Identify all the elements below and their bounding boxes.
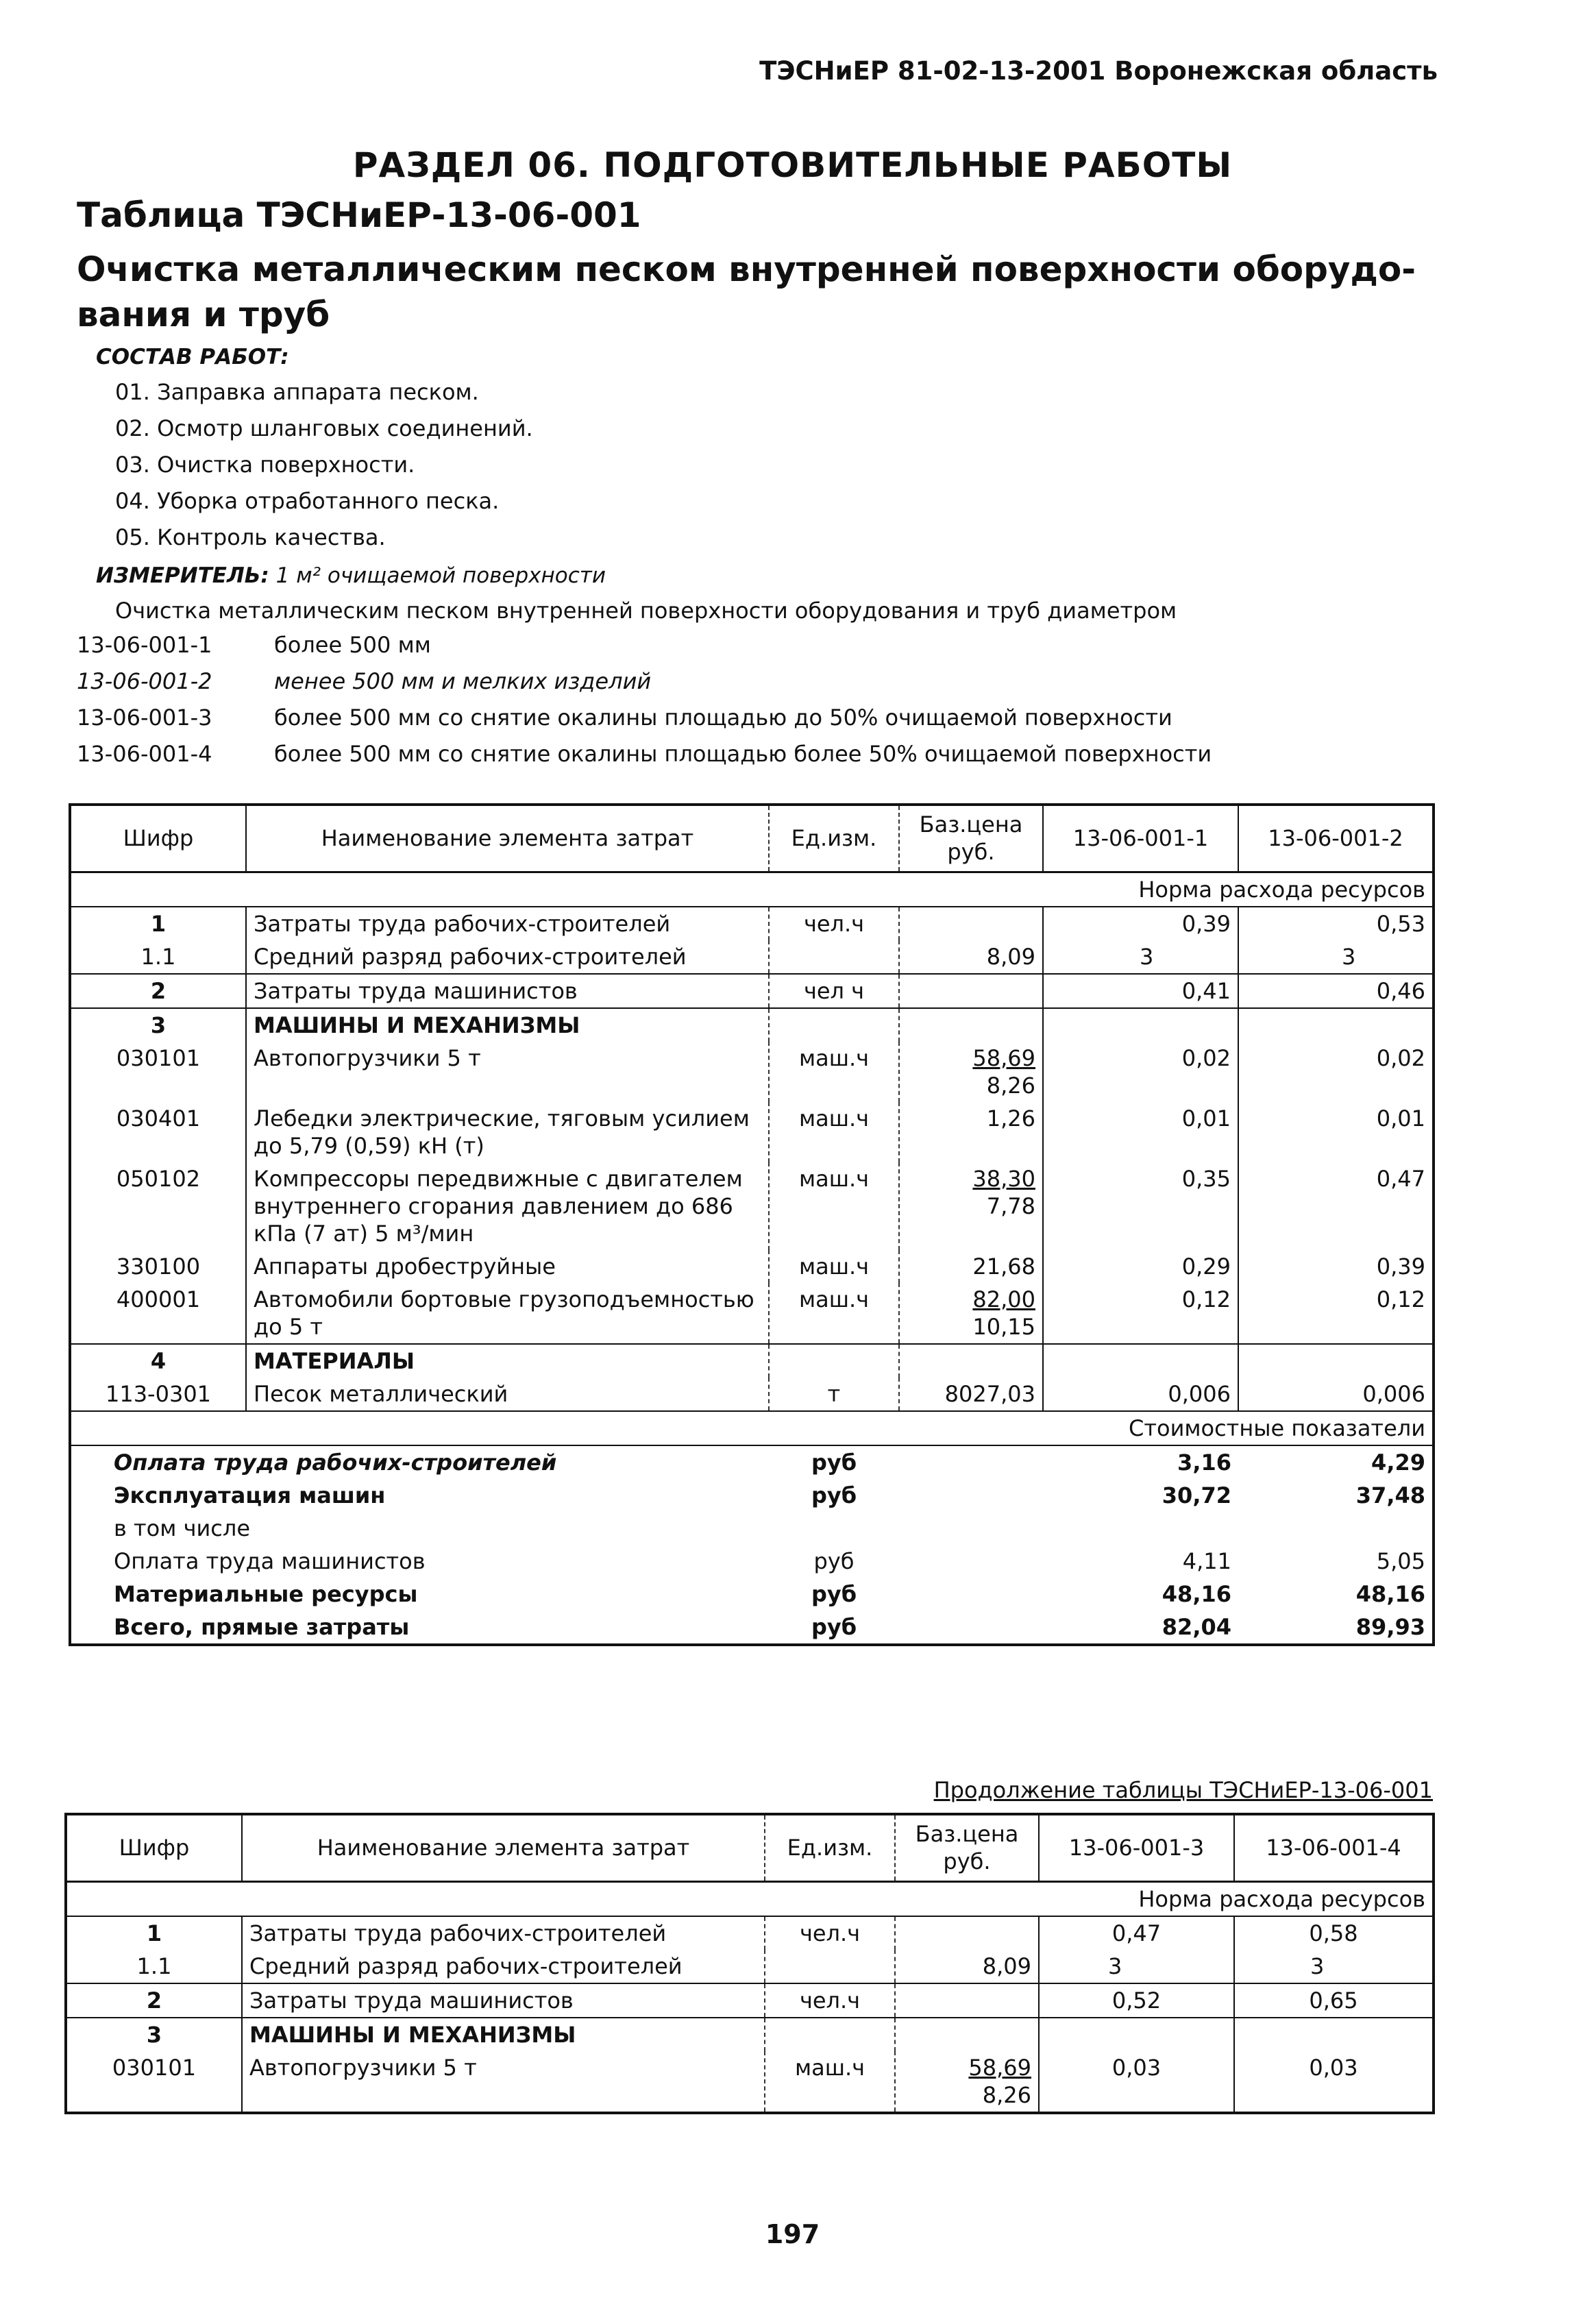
header-shifr: Шифр [66, 1814, 242, 1881]
row-name: Автопогрузчики 5 т [242, 2051, 765, 2113]
work-item: 02. Осмотр шланговых соединений. [115, 415, 533, 441]
row-value-2: 3 [1342, 943, 1356, 970]
row-name: Средний разряд рабочих-строителей [246, 940, 769, 974]
row-price: 8,09 [895, 1950, 1039, 1983]
row-value-1: 0,52 [1039, 1983, 1234, 2018]
table-row [70, 1378, 1434, 1411]
row-name: Автопогрузчики 5 т [246, 1042, 769, 1102]
cost-name: в том числе [114, 1515, 250, 1541]
row-price [899, 1344, 1043, 1378]
row-price-machine: 38,30 [972, 1165, 1035, 1192]
row-unit: т [769, 1378, 899, 1411]
table-row [66, 2051, 1434, 2113]
cost-row [70, 1611, 1434, 1645]
row-value-2: 0,39 [1376, 1253, 1425, 1280]
cost-value-1: 82,04 [1162, 1613, 1231, 1640]
row-value-1: 0,47 [1039, 1916, 1234, 1950]
table-row [70, 1102, 1434, 1162]
table-row [70, 1250, 1434, 1283]
header-unit: Ед.изм. [769, 805, 899, 872]
cost-unit: руб [813, 1548, 855, 1574]
table-row [70, 1008, 1434, 1042]
row-price [895, 1983, 1039, 2018]
header-code-2: 13-06-001-2 [1238, 805, 1434, 872]
code-description: более 500 мм со снятие окалины площадью до 50% очищаемой поверхности [274, 705, 1172, 731]
table-row [66, 2018, 1434, 2051]
continuation-note: Продолжение таблицы ТЭСНиЕР-13-06-001 [933, 1777, 1433, 1803]
row-value-1: 3 [1039, 1950, 1234, 1983]
row-value-1: 0,35 [1043, 1162, 1238, 1250]
row-price [899, 1042, 1043, 1102]
row-unit [765, 1950, 895, 1983]
header-code-1: 13-06-001-1 [1043, 805, 1238, 872]
cost-name: Оплата труда рабочих-строителей [114, 1449, 557, 1476]
row-value-1: 0,02 [1043, 1042, 1238, 1102]
row-price [899, 1008, 1043, 1042]
row-value-2: 0,01 [1376, 1105, 1425, 1132]
row-value-1: 3 [1043, 940, 1238, 974]
header-code-3: 13-06-001-3 [1039, 1814, 1234, 1881]
row-unit: чел.ч [769, 907, 899, 940]
row-unit: чел.ч [765, 1916, 895, 1950]
row-price: 8,09 [899, 940, 1043, 974]
row-value-1: 0,006 [1043, 1378, 1238, 1411]
row-value-2: 0,006 [1362, 1380, 1425, 1407]
cost-unit: руб [811, 1449, 857, 1476]
row-value-2: 0,58 [1309, 1920, 1358, 1946]
table-row [66, 1950, 1434, 1983]
row-price-operator: 8,26 [986, 1072, 1035, 1099]
row-shifr: 030101 [70, 1042, 246, 1102]
cost-unit: руб [811, 1580, 857, 1607]
row-value-2: 0,53 [1376, 910, 1425, 937]
cost-unit [769, 1512, 899, 1545]
row-name: МАШИНЫ И МЕХАНИЗМЫ [242, 2018, 765, 2051]
work-description: Очистка металлическим песком внутренней поверхности оборудования и труб диаметром [115, 598, 1177, 624]
row-price [895, 2051, 1039, 2113]
header-code-4: 13-06-001-4 [1234, 1814, 1434, 1881]
row-shifr: 050102 [70, 1162, 246, 1250]
row-value-2: 0,46 [1238, 974, 1434, 1008]
row-value-1: 0,12 [1043, 1283, 1238, 1344]
row-value-2: 3 [1310, 1953, 1325, 1979]
row-unit [769, 1344, 899, 1378]
row-unit: маш.ч [769, 1162, 899, 1250]
cost-name: Материальные ресурсы [114, 1580, 418, 1607]
row-price-machine: 82,00 [972, 1286, 1035, 1312]
row-name: Автомобили бортовые грузоподъемностью до 5 т [246, 1283, 769, 1344]
row-name: Песок металлический [246, 1378, 769, 1411]
row-value-2: 0,12 [1376, 1286, 1425, 1312]
row-value-1: 0,01 [1043, 1102, 1238, 1162]
row-shifr: 3 [70, 1008, 246, 1042]
row-name: МАШИНЫ И МЕХАНИЗМЫ [246, 1008, 769, 1042]
header-name: Наименование элемента затрат [246, 805, 769, 872]
row-value-1: 0,41 [1043, 974, 1238, 1008]
code-description: более 500 мм [274, 632, 431, 658]
row-name: Аппараты дробеструйные [246, 1250, 769, 1283]
resource-table-2 [64, 1813, 1435, 2114]
table-row [70, 974, 1434, 1008]
cost-value-1: 30,72 [1162, 1482, 1231, 1508]
code-description: более 500 мм со снятие окалины площадью более 50% очищаемой поверхности [274, 741, 1212, 767]
row-value-2 [1238, 1344, 1434, 1378]
work-item: 04. Уборка отработанного песка. [115, 488, 500, 514]
cost-unit: руб [811, 1613, 857, 1640]
row-value-2: 0,02 [1376, 1044, 1425, 1071]
row-value-2: 0,65 [1234, 1983, 1434, 2018]
row-shifr: 1 [70, 907, 246, 940]
row-unit [765, 2018, 895, 2051]
cost-name: Эксплуатация машин [114, 1482, 386, 1508]
table-name: Таблица ТЭСНиЕР-13-06-001 [77, 195, 641, 235]
cost-value-2: 5,05 [1376, 1548, 1425, 1574]
row-price [899, 1162, 1043, 1250]
measurement-unit [96, 563, 606, 588]
table-row [70, 1162, 1434, 1250]
row-shifr: 1 [66, 1916, 242, 1950]
row-price-operator: 8,26 [982, 2081, 1031, 2108]
measurement-value: 1 м² очищаемой поверхности [275, 563, 606, 588]
row-value-2: 0,47 [1376, 1165, 1425, 1192]
row-shifr: 3 [66, 2018, 242, 2051]
header-price: Баз.цена руб. [899, 805, 1043, 872]
row-value-1: 0,03 [1039, 2051, 1234, 2113]
row-unit [769, 940, 899, 974]
row-unit: чел ч [769, 974, 899, 1008]
table-row [70, 1344, 1434, 1378]
row-value-2 [1234, 2018, 1434, 2051]
row-unit [769, 1008, 899, 1042]
row-name: Затраты труда машинистов [242, 1983, 765, 2018]
row-value-1: 0,29 [1043, 1250, 1238, 1283]
row-price [895, 2018, 1039, 2051]
cost-row [70, 1479, 1434, 1512]
row-name: Средний разряд рабочих-строителей [242, 1950, 765, 1983]
header-unit: Ед.изм. [765, 1814, 895, 1881]
row-price [899, 974, 1043, 1008]
row-value-1 [1043, 1344, 1238, 1378]
code-id: 13-06-001-2 [77, 668, 212, 694]
row-unit: маш.ч [769, 1042, 899, 1102]
row-shifr: 030101 [66, 2051, 242, 2113]
page-number: 197 [765, 2219, 820, 2249]
row-price [899, 907, 1043, 940]
norma-label: Норма расхода ресурсов [66, 1881, 1434, 1916]
cost-row [70, 1445, 1434, 1479]
row-price: 21,68 [899, 1250, 1043, 1283]
header-shifr: Шифр [70, 805, 246, 872]
row-unit: чел.ч [765, 1983, 895, 2018]
cost-name: Оплата труда машинистов [114, 1548, 426, 1574]
cost-row [70, 1578, 1434, 1611]
cost-value-2 [1238, 1512, 1434, 1545]
row-shifr: 2 [70, 974, 246, 1008]
row-name: Компрессоры передвижные с двигателем внутреннего сгорания давлением до 686 кПа (7 ат) 5 м³/мин [246, 1162, 769, 1250]
cost-value-2: 4,29 [1371, 1449, 1425, 1476]
header-name: Наименование элемента затрат [242, 1814, 765, 1881]
row-unit: маш.ч [769, 1250, 899, 1283]
row-price [895, 1916, 1039, 1950]
row-shifr: 1.1 [66, 1950, 242, 1983]
row-name: Затраты труда рабочих-строителей [246, 907, 769, 940]
cost-label: Стоимостные показатели [70, 1411, 1434, 1445]
measurement-label: ИЗМЕРИТЕЛЬ: [96, 563, 269, 588]
work-item: 03. Очистка поверхности. [115, 452, 415, 478]
row-price-operator: 10,15 [972, 1313, 1035, 1340]
row-name: Затраты труда рабочих-строителей [242, 1916, 765, 1950]
norma-label: Норма расхода ресурсов [70, 872, 1434, 907]
row-value-2: 0,03 [1309, 2054, 1358, 2081]
code-id: 13-06-001-3 [77, 705, 212, 731]
resource-table-1 [69, 803, 1435, 1646]
cost-value-1: 3,16 [1177, 1449, 1231, 1476]
work-composition-label: СОСТАВ РАБОТ: [96, 345, 289, 369]
cost-value-2: 48,16 [1355, 1580, 1425, 1607]
row-value-1 [1043, 1008, 1238, 1042]
row-name: МАТЕРИАЛЫ [246, 1344, 769, 1378]
table-row [66, 1916, 1434, 1950]
row-shifr: 400001 [70, 1283, 246, 1344]
cost-value-1: 48,16 [1162, 1580, 1231, 1607]
table-row [66, 1983, 1434, 2018]
row-value-1: 0,39 [1043, 907, 1238, 940]
row-shifr: 4 [70, 1344, 246, 1378]
cost-value-1: 4,11 [1182, 1548, 1231, 1574]
table-title: Очистка металлическим песком внутренней поверхности оборудо-вания и труб [77, 249, 1416, 334]
code-id: 13-06-001-4 [77, 741, 212, 767]
work-item: 05. Контроль качества. [115, 524, 386, 550]
section-title: РАЗДЕЛ 06. ПОДГОТОВИТЕЛЬНЫЕ РАБОТЫ [352, 145, 1233, 185]
table-row [70, 1042, 1434, 1102]
row-name: Затраты труда машинистов [246, 974, 769, 1008]
cost-name: Всего, прямые затраты [114, 1613, 410, 1640]
document-header: ТЭСНиЕР 81-02-13-2001 Воронежская область [759, 56, 1438, 86]
cost-row [70, 1512, 1434, 1545]
row-shifr: 113-0301 [70, 1378, 246, 1411]
table-row [70, 940, 1434, 974]
row-value-2 [1238, 1008, 1434, 1042]
cost-value-2: 37,48 [1355, 1482, 1425, 1508]
row-unit: маш.ч [769, 1283, 899, 1344]
work-item: 01. Заправка аппарата песком. [115, 379, 479, 405]
row-value-1 [1039, 2018, 1234, 2051]
code-description: менее 500 мм и мелких изделий [274, 668, 652, 694]
row-name: Лебедки электрические, тяговым усилием до 5,79 (0,59) кН (т) [246, 1102, 769, 1162]
row-price [899, 1283, 1043, 1344]
row-price-operator: 7,78 [986, 1192, 1035, 1219]
row-price-machine: 58,69 [972, 1044, 1035, 1071]
cost-unit: руб [811, 1482, 857, 1508]
cost-value-1 [1043, 1512, 1238, 1545]
row-price: 8027,03 [899, 1378, 1043, 1411]
cost-row [70, 1545, 1434, 1578]
row-price-machine: 58,69 [968, 2054, 1031, 2081]
row-shifr: 330100 [70, 1250, 246, 1283]
row-unit: маш.ч [769, 1102, 899, 1162]
table-row [70, 907, 1434, 940]
code-id: 13-06-001-1 [77, 632, 212, 658]
row-unit: маш.ч [765, 2051, 895, 2113]
row-shifr: 2 [66, 1983, 242, 2018]
table-row [70, 1283, 1434, 1344]
row-shifr: 030401 [70, 1102, 246, 1162]
row-shifr: 1.1 [70, 940, 246, 974]
row-price: 1,26 [899, 1102, 1043, 1162]
header-price: Баз.цена руб. [895, 1814, 1039, 1881]
cost-value-2: 89,93 [1355, 1613, 1425, 1640]
